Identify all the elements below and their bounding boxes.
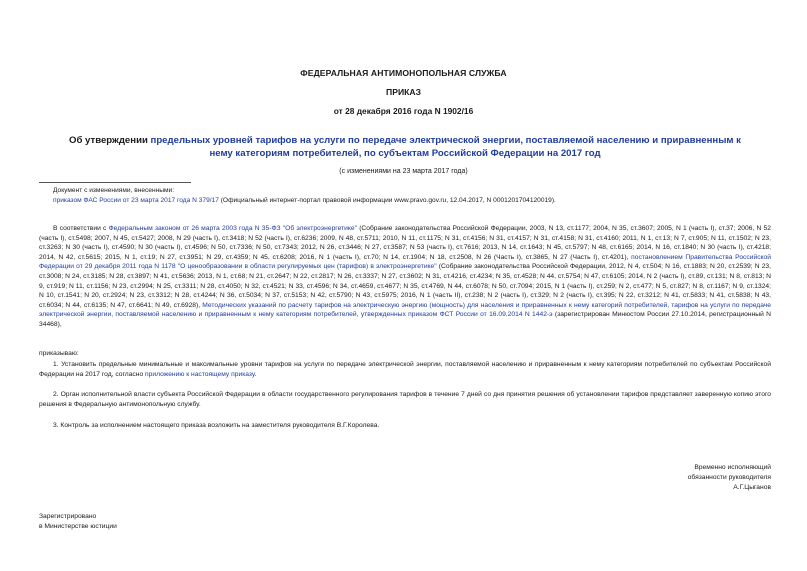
registration-line-1: Зарегистрировано xyxy=(39,513,97,520)
registration-line-2: в Министерстве юстиции xyxy=(39,522,117,530)
amendments-divider xyxy=(39,182,191,183)
order-word: приказываю: xyxy=(39,350,79,357)
title-link[interactable]: предельных уровней тарифов на услуги по передаче электрической энергии, поставляемой населению и приравненным к нему категориям потребителей, по субъектам Российской Федерации на 2017 год xyxy=(150,135,741,159)
amendments-note xyxy=(53,186,556,205)
amendments-line xyxy=(53,196,556,206)
title-prefix: Об утверждении xyxy=(69,135,151,146)
preamble-start: В соответствии с xyxy=(53,225,109,232)
item1-text: 1. Установить предельные минимальные и максимальные уровни тарифов на услуги по передаче электрической энергии, поставляемой населению и приравненным к нему категориям потребителей по субъектам Российской Федерации на 2017 год, согласно xyxy=(39,361,771,378)
appendix-link[interactable]: приложению к настоящему приказу xyxy=(145,370,255,378)
date-number-heading: от 28 декабря 2016 года N 1902/16 xyxy=(333,106,474,116)
government-resolution-link[interactable]: постановлением Правительства Российской Федерации от 29 декабря 2011 года N 1178 "О ценообразовании в области регулируемых цен (тарифов) в электроэнергетике" xyxy=(39,253,771,271)
signature-line-1: Временно исполняющий xyxy=(694,464,771,471)
agency-heading: ФЕДЕРАЛЬНАЯ АНТИМОНОПОЛЬНАЯ СЛУЖБА xyxy=(300,68,507,78)
amendment-source: (Официальный интернет-портал правовой информации www.pravo.gov.ru, 12.04.2017, N 0001201704120019). xyxy=(218,196,556,204)
methodical-guidelines-link[interactable]: Методических указаний по расчету тарифов на электрическую энергию (мощность) для населения и приравненных к нему категорий потребителей, тарифов на услуги по передаче электрической энергии, поставляемой населению и приравненным к нему категориям потребителей, утвержденных приказом ФСТ России от 16.09.2014 N 1442-э xyxy=(39,301,771,319)
changes-note: (с изменениями на 23 марта 2017 года) xyxy=(339,168,468,175)
federal-law-refs: (Собрание законодательства Российской Федерации, 2003, N 13, ст.1177; 2004, N 35, ст.3607; 2005, N 1 (часть I), ст.37; 2006, N 52 (часть I), ст.5498; 2007, N 45, ст.5427; 2008, N 29 (часть I), ст.3418; N 52 (часть I), ст.6236; 2009, N 48, ст.5711; 2010, N 11, ст.1175; N 31, ст.4156; N 31, ст.4157; N 31, ст.4158; N 31, ст.4160; 2011, N 1, ст.13; N 7, ст.905; N 11, ст.1502; N 23, ст.3263; N 30 (часть I), ст.4590; N 30 (часть I), ст.4596; N 50, ст.7336; N 50, ст.7343; 2012, N 26, ст.3446; N 27, ст.3587; N 53 (часть I), ст.7616; 2013, N 14, ст.1643; N 45, ст.5797; N 48, ст.6165; 2014, N 16, ст.1840; N 30 (часть I), ст.4218; 2014, N 42, ст.5615; 2015, N 1, ст.19; N 27, ст.3951; N 29, ст.4359; N 45, ст.6208; 2016, N 1 (часть I), ст.70; N 14, ст.1904; N 18, ст.2508, N 26 (Часть I), ст.3865, N 27 (Часть I), ст.4201), xyxy=(39,225,771,261)
order-item-2: 2. Орган исполнительной власти субъекта Российской Федерации в области государственного регулирования тарифов в течение 7 дней со дня принятия решения об установлении тарифов представляет заверенную копию этого решения в Федеральную антимонопольную службу. xyxy=(39,391,771,408)
signature-block xyxy=(688,463,771,492)
order-item-1 xyxy=(39,360,771,379)
order-item-3: 3. Контроль за исполнением настоящего приказа возложить на заместителя руководителя В.Г.Королева. xyxy=(53,422,380,429)
registration-block xyxy=(39,512,117,532)
federal-law-link[interactable]: Федеральным законом от 26 марта 2003 года N 35-ФЗ "Об электроэнергетике" xyxy=(108,225,357,232)
preamble-paragraph xyxy=(39,224,771,330)
document-title xyxy=(60,135,750,160)
doc-type-heading: ПРИКАЗ xyxy=(386,87,421,97)
signature-line-2: обязанности руководителя xyxy=(687,473,771,481)
government-resolution-refs: (Собрание законодательства Российской Федерации, 2012, N 4, ст.504; N 16, ст.1883; N 20, ст.2539; N 23, ст.3008; N 24, ст.3185; N 28, ст.3897; N 41, ст.5636; 2013, N 1, ст.68; N 21, ст.2647; N 22, ст.2817; N 26, ст.3337; N 27, ст.3602; N 31, ст.4216, ст.4234; N 35, ст.4528; N 44, ст.5754; N 47, ст.6105; 2014, N 2 (часть I), ст.89, ст.131; N 8, ст.813; N 9, ст.919; N 11, ст.1156; N 23, ст.2994; N 25, ст.3311; N 28, ст.4050; N 32, ст.4521; N 33, ст.4596; N 34, ст.4659, ст.4677; N 35, ст.4769, N 44, ст.6078; N 50, ст.7094; 2015, N 1 (часть I), ст.259; N 2, ст.477; N 5, ст.827; N 8, ст.1167; N 9, ст.1324; N 10, ст.1541; N 20, ст.2924; N 23, ст.3312; N 28, ст.4244; N 36, ст.5034; N 37, ст.5153; N 42, ст.5790; N 43, ст.5975; 2016, N 1 (часть II), ст.238; N 2 (часть I), ст.329; N 2 (часть I), ст.395; N 22, ст.3212; N 41, ст.5833; N 41, ст.5838; N 43, ст.6034; N 44, ст.6135; N 47, ст.6641; N 49, ст.6928), xyxy=(39,263,772,309)
amendments-intro: Документ с изменениями, внесенными: xyxy=(53,187,175,194)
item1-end: . xyxy=(254,370,257,378)
amendment-order-link[interactable]: приказом ФАС России от 23 марта 2017 года N 379/17 xyxy=(53,196,219,204)
signature-name: А.Г.Цыганов xyxy=(733,483,771,491)
preamble-end: (зарегистрирован Минюстом России 27.10.2014, регистрационный N 34468), xyxy=(39,311,771,328)
